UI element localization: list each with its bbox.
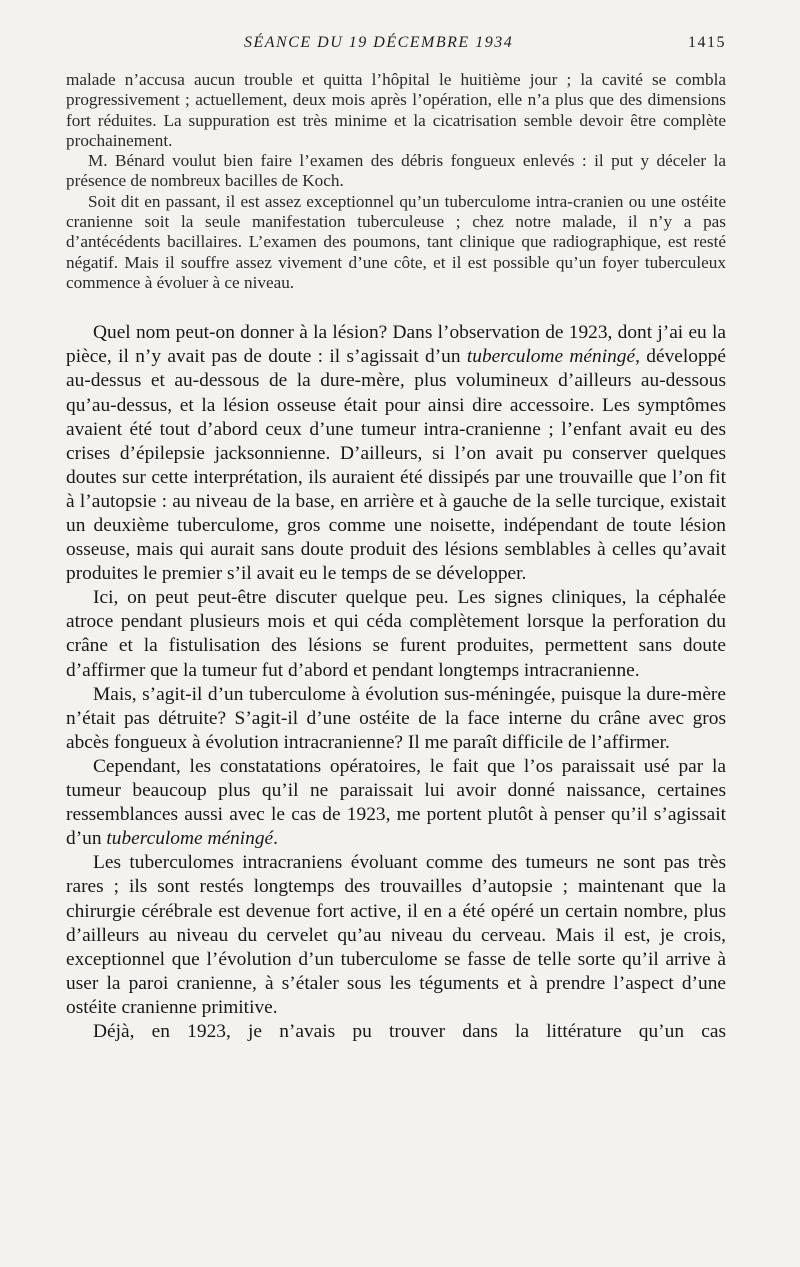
text-run: .	[273, 828, 279, 850]
page-number: 1415	[688, 34, 726, 51]
paragraph-passing-note: Soit dit en passant, il est assez exceptionnel qu’un tuberculome intra-cranien ou une ostéite cranienne soit la seule manifestation tuberculeuse ; chez notre malade, il n’y a pas d’antécédents bacillaires. L’examen des poumons, tant clinique que radiographique, est resté négatif. Mais il souffre assez vivement d’une côte, et il est possible qu’un foyer tuberculeux commence à évoluer à ce niveau.	[66, 191, 726, 292]
text-run: , développé au-dessus et au-dessous de la dure-mère, plus volumineux d’ailleurs au-dessous qu’au-dessus, et la lésion osseuse était pour ainsi dire accessoire. Les symptômes avaient été tout d’abord ceux d’une tumeur intra-cranienne ; l’enfant avait eu des crises d’épilepsie jacksonnienne. D’ailleurs, si l’on avait pu conserver quelques doutes sur cette interprétation, ils auraient été dissipés par une trouvaille que l’on fit à l’autopsie : au niveau de la base, en arrière et à gauche de la selle turcique, existait un deuxième tuberculome, gros comme une noisette, indépendant de toute lésion osseuse, mais qui aurait sans doute produit des lésions semblables à celles qu’avait produites le premier s’il avait eu le temps de se développer.	[66, 346, 726, 585]
document-page	[66, 34, 726, 1044]
page-header	[66, 34, 726, 60]
paragraph-continued: malade n’accusa aucun trouble et quitta l’hôpital le huitième jour ; la cavité se combla progressivement ; actuellement, deux mois après l’opération, elle n’a plus que des dimensions fort réduites. La suppuration est très minime et la cicatrisation semble devoir être complète prochainement.	[66, 70, 726, 150]
paragraph-lesion-name	[66, 321, 726, 586]
text-run: Quel nom peut-on donner à la lésion? Dans l’observation de 1923, dont j’ai eu la pièce, il n’y avait pas de doute : il s’agissait d’un	[66, 322, 726, 368]
paragraph-question: Mais, s’agit-il d’un tuberculome à évolution sus-méningée, puisque la dure-mère n’était pas détruite? S’agit-il d’une ostéite de la face interne du crâne avec gros abcès fongueux à évolution intracranienne? Il me paraît difficile de l’affirmer.	[66, 683, 726, 753]
paragraph-already: Déjà, en 1923, je n’avais pu trouver dans la littérature qu’un cas	[93, 1020, 726, 1042]
main-text-section	[66, 321, 726, 1044]
text-run: Cependant, les constatations opératoires, le fait que l’os paraissait usé par la tumeur beaucoup plus qu’il ne paraissait lui avoir donné naissance, certaines ressemblances aussi avec le cas de 1923, me portent plutôt à penser qu’il s’agissait d’un	[66, 755, 726, 850]
paragraph-discussion: Ici, on peut peut-être discuter quelque peu. Les signes cliniques, la céphalée atroce pendant plusieurs mois et qui céda complètement lorsque la perforation du crâne et la fistulisation des lésions se furent produites, permettent sans doute d’affirmer que la tumeur fut d’abord et pendant longtemps intracranienne.	[66, 587, 726, 681]
paragraph-benard: M. Bénard voulut bien faire l’examen des débris fongueux enlevés : il put y déceler la présence de nombreux bacilles de Koch.	[66, 151, 726, 191]
small-print-section	[66, 70, 726, 293]
running-title: SÉANCE DU 19 DÉCEMBRE 1934	[244, 34, 514, 51]
italic-term: tuberculome méningé	[106, 828, 274, 850]
paragraph-tuberculomas: Les tuberculomes intracraniens évoluant comme des tumeurs ne sont pas très rares ; ils sont restés longtemps des trouvailles d’autopsie ; maintenant que la chirurgie cérébrale est devenue fort active, il en a été opéré un certain nombre, plus d’ailleurs au niveau du cervelet qu’au niveau du cerveau. Mais il est, je crois, exceptionnel que l’évolution d’un tuberculome se fasse de telle sorte qu’il arrive à user la paroi cranienne, à s’étaler sous les téguments et à prendre l’aspect d’une ostéite cranienne primitive.	[66, 852, 726, 1018]
italic-term: tuberculome méningé	[466, 346, 636, 368]
paragraph-however	[66, 755, 726, 851]
